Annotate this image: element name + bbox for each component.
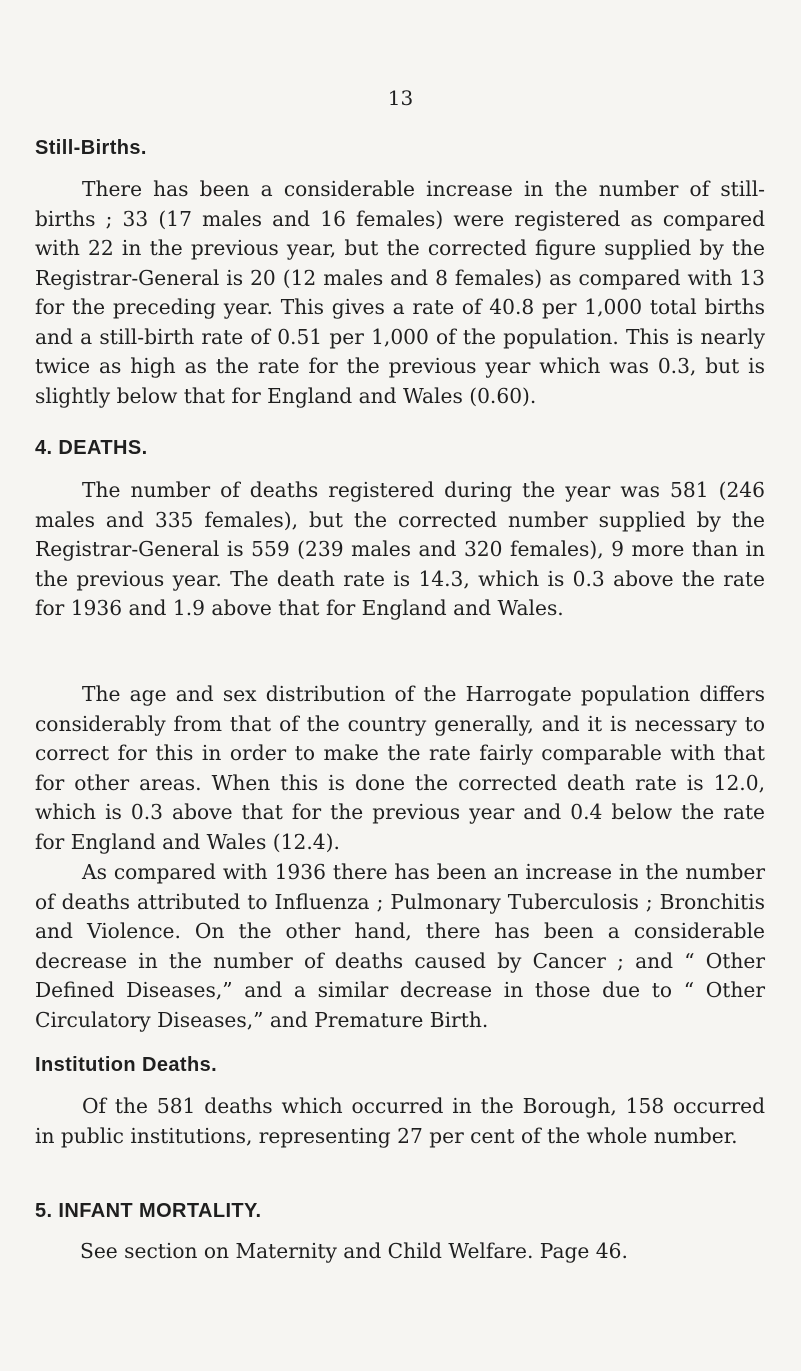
infant-mortality-heading: 5. INFANT MORTALITY. bbox=[35, 1200, 262, 1222]
institution-deaths-heading: Institution Deaths. bbox=[35, 1054, 218, 1076]
deaths-paragraph-3: As compared with 1936 there has been an increase in the number of deaths attributed to Influenza ; Pulmonary Tuberculosis ; Bronchitis and Violence. On the other hand, there has been a considerable decrease in the number of deaths caused by Cancer ; and “ Other Defined Diseases,” and a similar decrease in those due to “ Other Circulatory Diseases,” and Premature Birth. bbox=[35, 860, 765, 1032]
deaths-heading: 4. DEATHS. bbox=[35, 437, 148, 459]
deaths-paragraph-1: The number of deaths registered during the year was 581 (246 males and 335 females), but the corrected number supplied by the Registrar-General is 559 (239 males and 320 females), 9 more than in the previous year. The death rate is 14.3, which is 0.3 above the rate for 1936 and 1.9 above that for England and Wales. bbox=[35, 478, 765, 620]
page-number: 13 bbox=[387, 86, 414, 110]
institution-deaths-paragraph: Of the 581 deaths which occurred in the Borough, 158 occurred in public institutions, representing 27 per cent of the whole number. bbox=[35, 1094, 765, 1148]
still-births-paragraph: There has been a considerable increase in the number of still-births ; 33 (17 males and 16 females) were registered as compared with 22 in the previous year, but the corrected figure supplied by the Registrar-General is 20 (12 males and 8 females) as compared with 13 for the preceding year. This gives a rate of 40.8 per 1,000 total births and a still-birth rate of 0.51 per 1,000 of the population. This is nearly twice as high as the rate for the previous year which was 0.3, but is slightly below that for England and Wales (0.60). bbox=[35, 177, 765, 408]
still-births-heading: Still-Births. bbox=[35, 137, 147, 159]
deaths-paragraph-2: The age and sex distribution of the Harrogate population differs considerably from that of the country generally, and it is necessary to correct for this in order to make the rate fairly comparable with that for other areas. When this is done the corrected death rate is 12.0, which is 0.3 above that for the previous year and 0.4 below the rate for England and Wales (12.4). bbox=[35, 682, 765, 854]
infant-mortality-paragraph: See section on Maternity and Child Welfare. Page 46. bbox=[80, 1239, 628, 1263]
